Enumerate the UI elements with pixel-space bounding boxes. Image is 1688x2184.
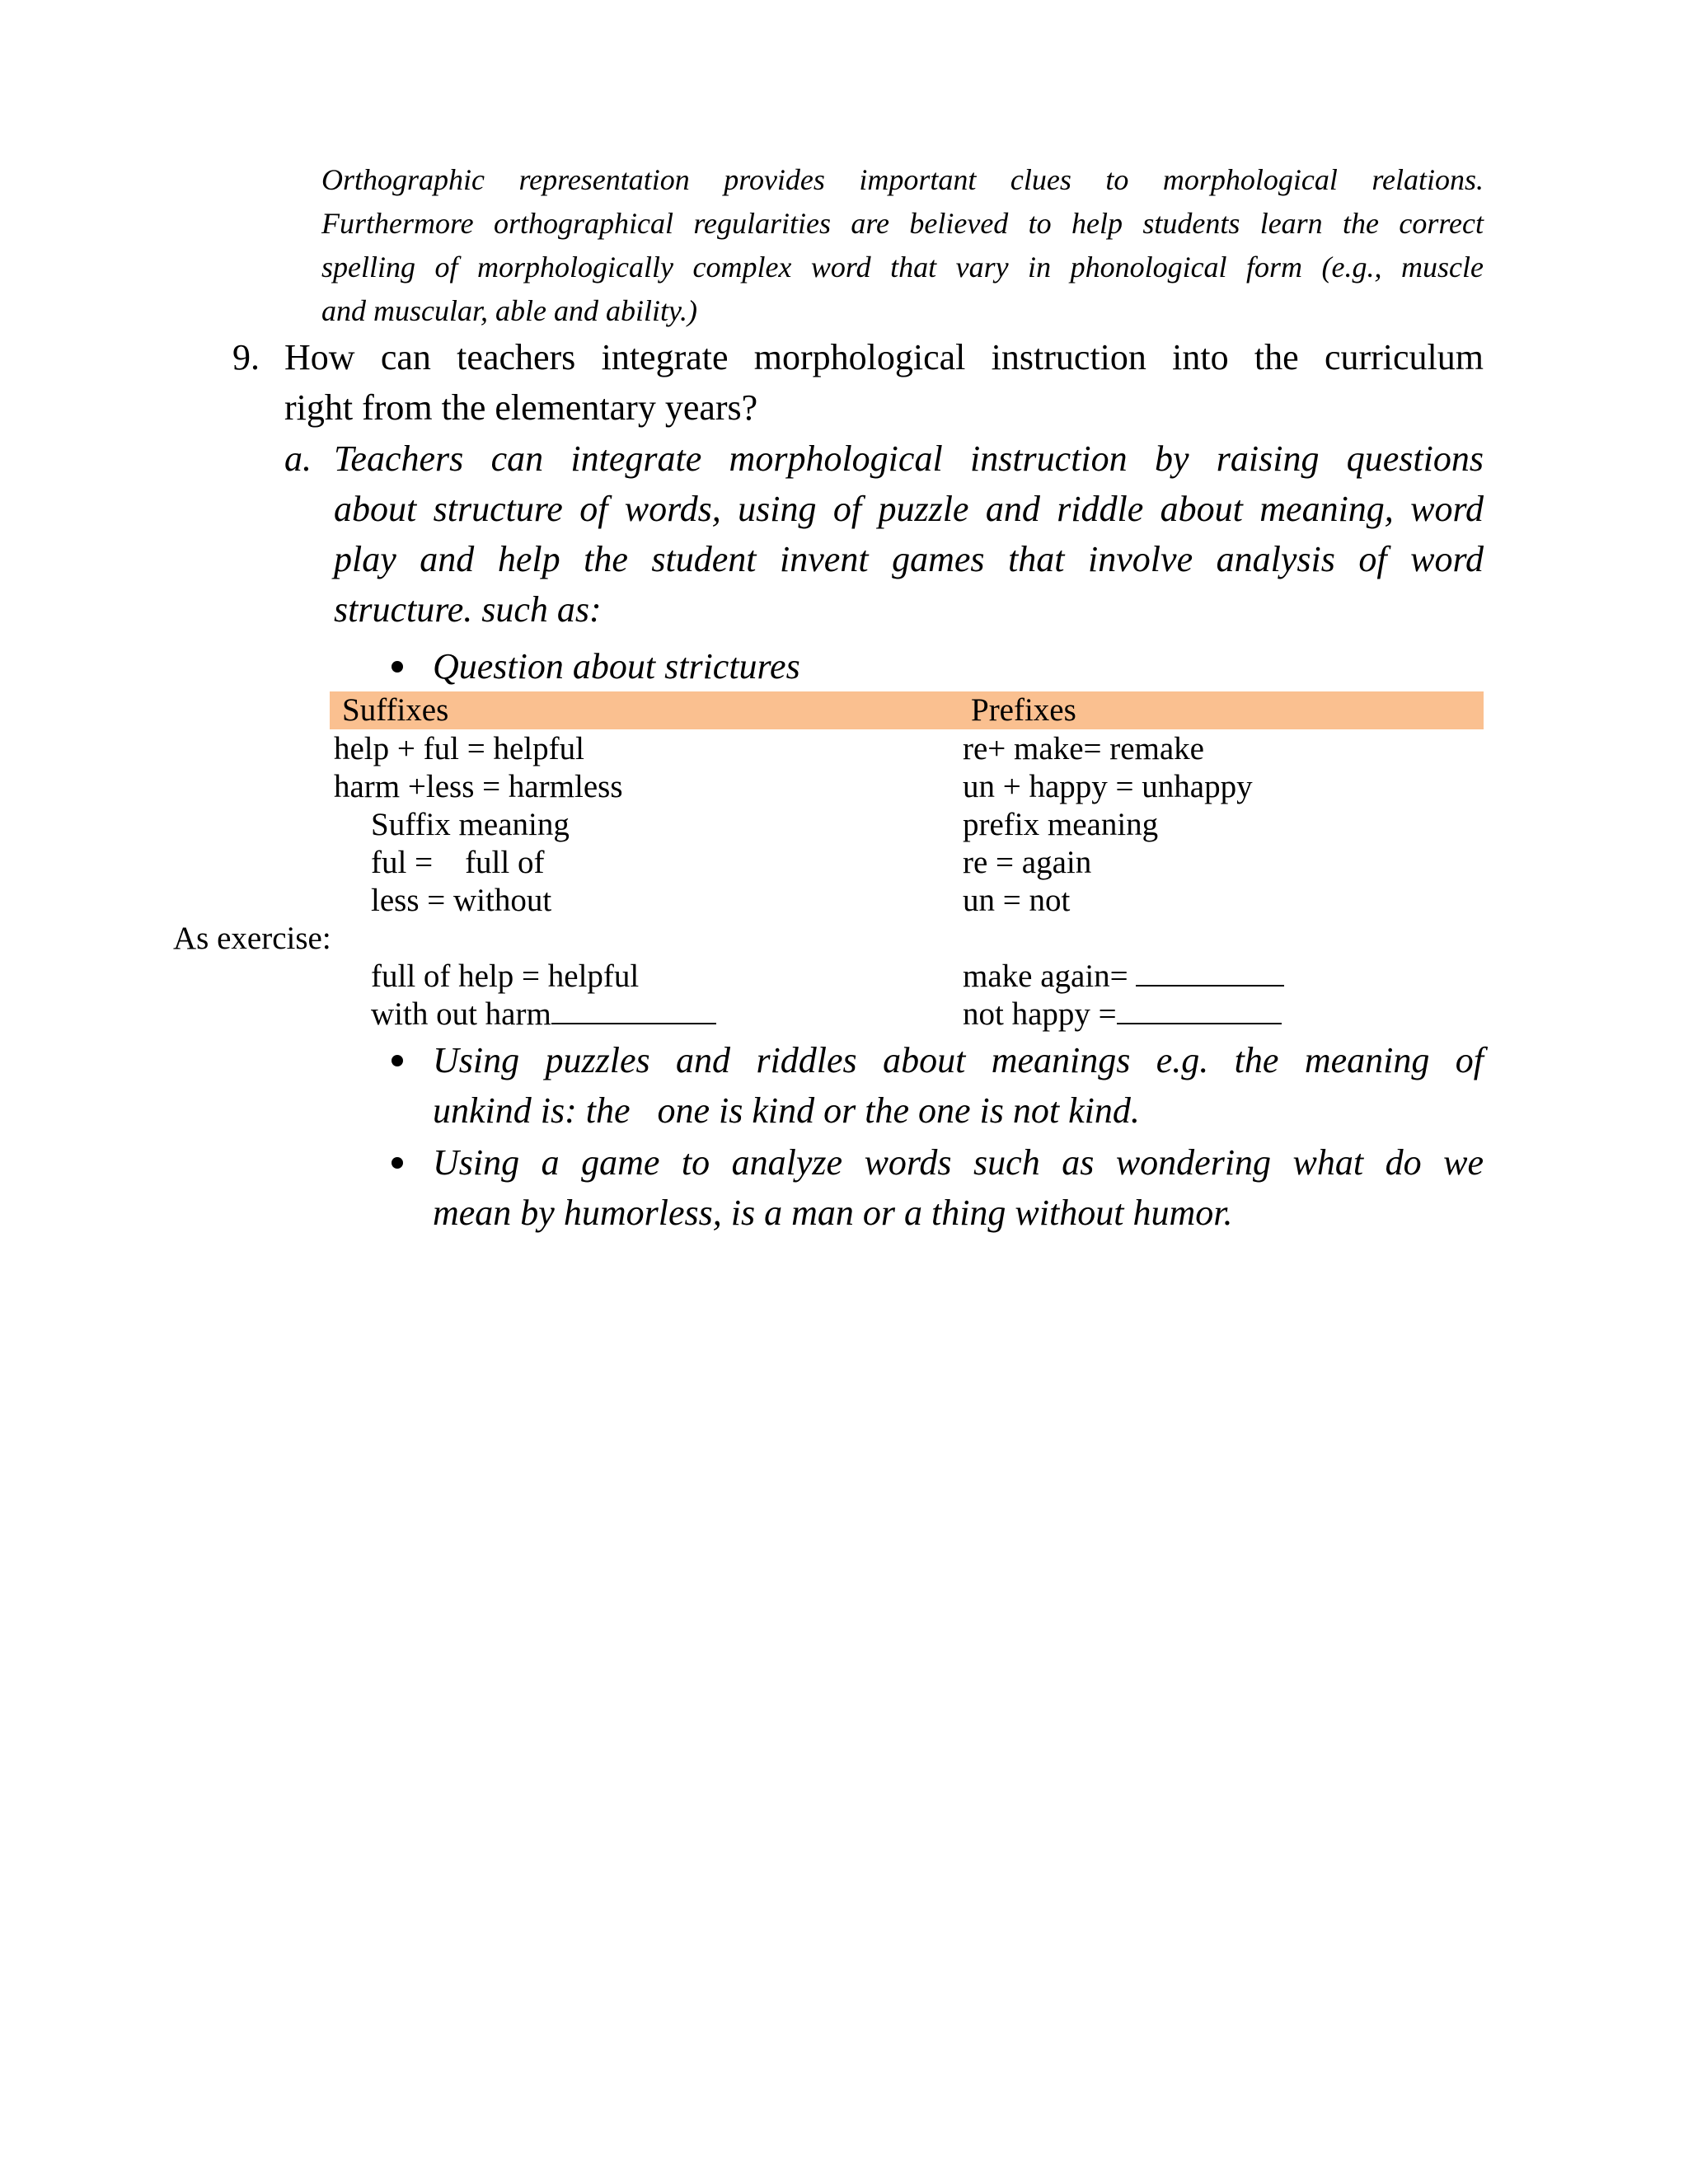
- answer-blank-1[interactable]: [551, 998, 716, 1024]
- bullet-2-line-1: Using puzzles and riddles about meanings e.g. the meaning of: [433, 1040, 1484, 1080]
- bullet-dot-3: [392, 1157, 403, 1169]
- prefix-exercise-2: not happy =: [963, 996, 1117, 1032]
- prefix-example-1: re+ make= remake: [963, 731, 1204, 766]
- answer-blank-2[interactable]: [1136, 960, 1284, 987]
- suffix-example-1: help + ful = helpful: [334, 731, 584, 766]
- table-header-prefixes: Prefixes: [971, 692, 1076, 728]
- question-line-2: right from the elementary years?: [284, 387, 758, 428]
- intro-line-3: spelling of morphologically complex word that vary in phonological form (e.g., muscle: [321, 251, 1484, 284]
- table-header-band: [330, 691, 1484, 729]
- intro-line-4: and muscular, able and ability.): [321, 294, 697, 327]
- suffix-example-2: harm +less = harmless: [334, 769, 623, 804]
- question-number: 9.: [232, 337, 260, 377]
- question-line-1: How can teachers integrate morphological instruction into the curriculum: [284, 337, 1484, 377]
- suffix-meaning-title: Suffix meaning: [371, 807, 570, 842]
- suffix-meanings: [371, 806, 570, 920]
- intro-line-1: Orthographic representation provides important clues to morphological relations.: [321, 163, 1484, 196]
- answer-line-4: structure. such as:: [334, 589, 602, 630]
- bullet-2-line-2: unkind is: the one is kind or the one is not kind.: [433, 1090, 1140, 1131]
- prefix-exercise-1: make again=: [963, 958, 1137, 994]
- exercise-label: As exercise:: [173, 921, 331, 956]
- bullet-dot-2: [392, 1055, 403, 1066]
- suffix-meaning-2: less = without: [371, 883, 552, 918]
- bullet-2-text: [433, 1035, 1484, 1136]
- prefix-meaning-title: prefix meaning: [963, 807, 1159, 842]
- question-text: [284, 332, 1484, 433]
- suffix-exercise-2: with out harm: [371, 996, 551, 1032]
- suffix-exercise: [371, 958, 716, 1033]
- suffix-meaning-1: ful = full of: [371, 845, 545, 880]
- answer-letter: a.: [284, 438, 312, 479]
- prefix-meaning-2: un = not: [963, 883, 1071, 918]
- answer-blank-3[interactable]: [1117, 998, 1282, 1024]
- bullet-dot-1: [392, 661, 403, 673]
- table-header-suffixes: Suffixes: [342, 692, 449, 728]
- answer-text: [334, 434, 1484, 635]
- intro-line-2: Furthermore orthographical regularities are believed to help students learn the correct: [321, 207, 1484, 240]
- bullet-1-text: Question about strictures: [433, 646, 800, 687]
- prefix-examples: [963, 730, 1253, 806]
- prefix-meaning-1: re = again: [963, 845, 1092, 880]
- bullet-3-text: [433, 1137, 1484, 1238]
- suffix-exercise-1: full of help = helpful: [371, 958, 640, 994]
- answer-line-1: Teachers can integrate morphological instruction by raising questions: [334, 438, 1484, 479]
- prefix-example-2: un + happy = unhappy: [963, 769, 1253, 804]
- bullet-3-line-2: mean by humorless, is a man or a thing without humor.: [433, 1193, 1233, 1233]
- intro-paragraph: [321, 158, 1484, 333]
- prefix-exercise: [963, 958, 1284, 1033]
- prefix-meanings: [963, 806, 1158, 920]
- suffix-examples: [334, 730, 623, 806]
- bullet-3-line-1: Using a game to analyze words such as wondering what do we: [433, 1142, 1484, 1183]
- answer-line-2: about structure of words, using of puzzle and riddle about meaning, word: [334, 489, 1484, 529]
- answer-line-3: play and help the student invent games that involve analysis of word: [334, 539, 1484, 579]
